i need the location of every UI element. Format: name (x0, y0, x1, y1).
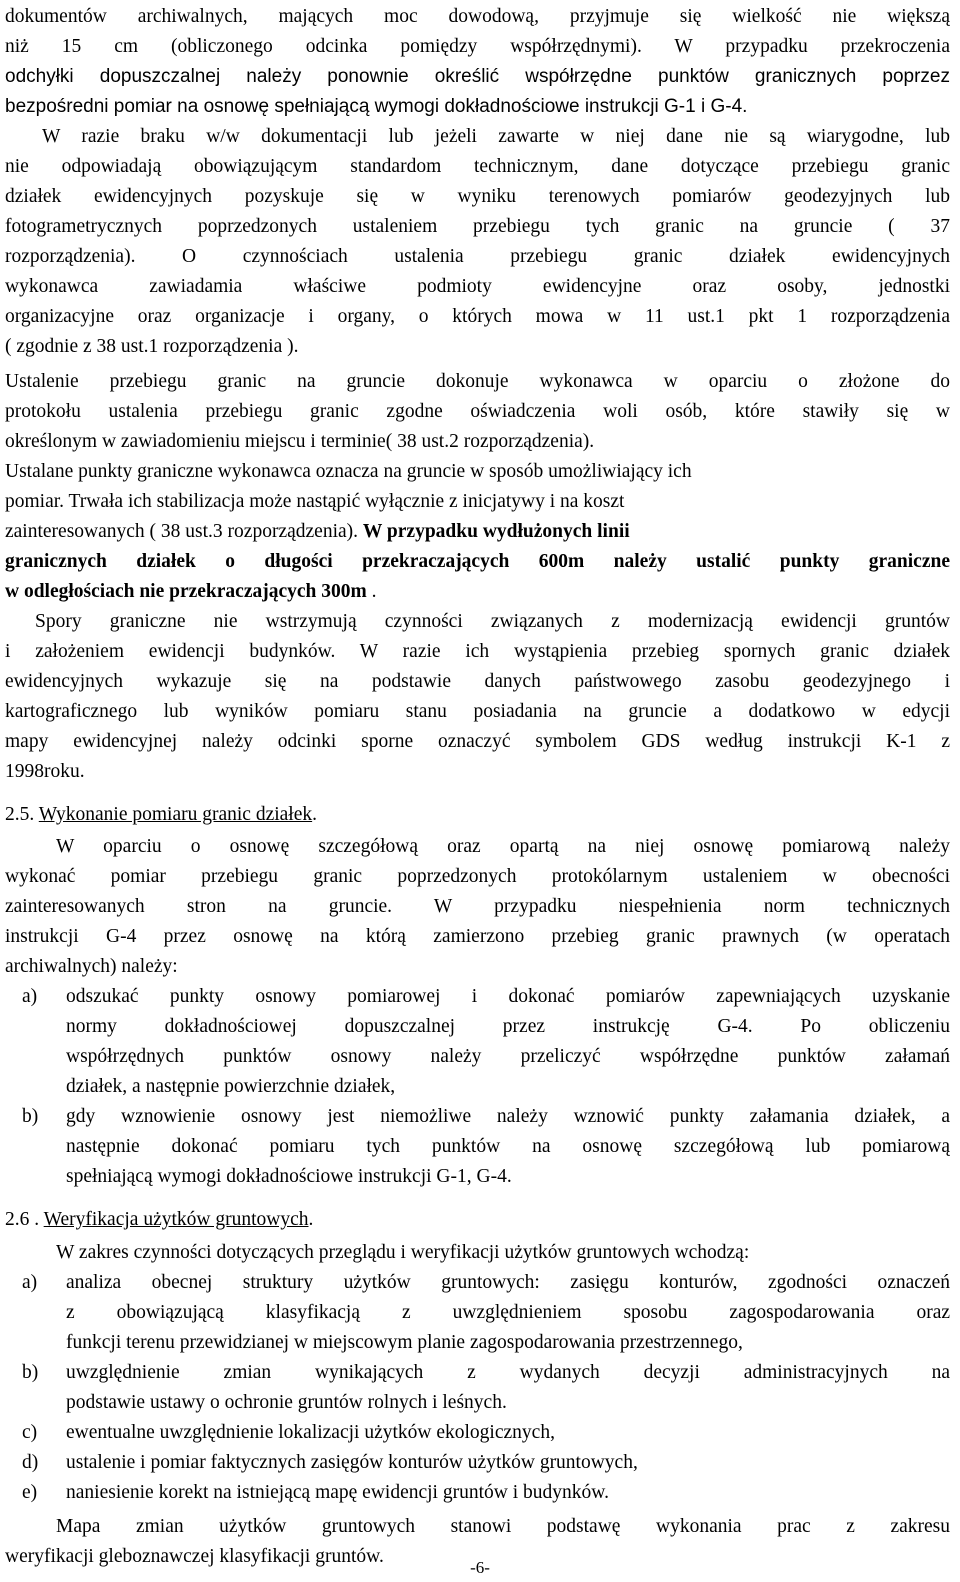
emphasis-span: w odległościach nie przekraczających 300m (5, 581, 367, 602)
text-line: kartograficznego lub wyników pomiaru stanu posiadania na gruncie a dodatkowo w edycji (5, 701, 950, 722)
text-line: instrukcji G-4 przez osnowę na którą zamierzono przebieg granic prawnych (w operatach (5, 926, 950, 947)
text-line: uwzględnienie zmian wynikających z wydanych decyzji administracyjnych na (66, 1362, 950, 1383)
list-marker: a) (22, 1272, 38, 1293)
text-line: Mapa zmian użytków gruntowych stanowi podstawę wykonania prac z zakresu (56, 1516, 950, 1537)
text-line (5, 577, 950, 607)
text-line: ewentualne uwzględnienie lokalizacji użytków ekologicznych, (66, 1422, 555, 1443)
list-marker: b) (22, 1362, 39, 1383)
text-line: wykonawca zawiadamia właściwe podmioty ewidencyjne oraz osoby, jednostki (5, 276, 950, 297)
text-line: następnie dokonać pomiaru tych punktów na osnowę szczegółową lub pomiarową (66, 1136, 950, 1157)
text-line: podstawie ustawy o ochronie gruntów rolnych i leśnych. (66, 1392, 507, 1413)
text-line: nie odpowiadają obowiązującym standardom technicznym, dane dotyczące przebiegu granic (5, 156, 950, 177)
text-span: . (308, 1209, 314, 1230)
list-marker: c) (22, 1422, 38, 1443)
emphasis-line: granicznych działek o długości przekraczających 600m należy ustalić punkty graniczne (5, 551, 950, 572)
text-line: zainteresowanych stron na gruncie. W przypadku niespełnienia norm technicznych (5, 896, 950, 917)
text-line (5, 517, 950, 547)
text-line: odchyłki dopuszczalnej należy ponownie określić współrzędne punktów granicznych poprzez (5, 66, 950, 87)
text-line: gdy wznowienie osnowy jest niemożliwe należy wznowić punkty załamania działek, a (66, 1106, 950, 1127)
section-title: Wykonanie pomiaru granic działek (38, 804, 313, 825)
text-line: wykonać pomiar przebiegu granic poprzedzonych protokólarnym ustaleniem w obecności (5, 866, 950, 887)
text-line: rozporządzenia). O czynnościach ustalenia przebiegu granic działek ewidencyjnych (5, 246, 950, 267)
text-line: protokołu ustalenia przebiegu granic zgodne oświadczenia woli osób, które stawiły się w (5, 401, 950, 422)
text-line: W zakres czynności dotyczących przeglądu i weryfikacji użytków gruntowych wchodzą: (56, 1242, 750, 1263)
text-span: . (312, 804, 317, 825)
text-line: pomiar. Trwała ich stabilizacja może nastąpić wyłącznie z inicjatywy i na koszt (5, 491, 625, 512)
text-line: mapy ewidencyjnej należy odcinki sporne oznaczyć symbolem GDS według instrukcji K-1 z (5, 731, 950, 752)
text-line: normy dokładnościowej dopuszczalnej przez instrukcję G-4. Po obliczeniu (66, 1016, 950, 1037)
text-line: organizacyjne oraz organizacje i organy, o których mowa w 11 ust.1 pkt 1 rozporządzenia (5, 306, 950, 327)
text-line: weryfikacji gleboznawczej klasyfikacji gruntów. (5, 1546, 384, 1567)
text-line: współrzędnych punktów osnowy należy przeliczyć współrzędne punktów załamań (66, 1046, 950, 1067)
text-line: niż 15 cm (obliczonego odcinka pomiędzy współrzędnymi). W przypadku przekroczenia (5, 36, 950, 57)
text-span: . (366, 581, 377, 602)
text-line: fotogrametrycznych poprzedzonych ustaleniem przebiegu tych granic na gruncie ( 37 (5, 216, 950, 237)
text-line: spełniającą wymogi dokładnościowe instrukcji G-1, G-4. (66, 1166, 512, 1187)
section-heading (5, 800, 950, 830)
text-line: 1998roku. (5, 761, 85, 782)
text-span: zainteresowanych ( 38 ust.3 rozporządzenia). (5, 521, 363, 542)
text-line: archiwalnych) należy: (5, 956, 178, 977)
text-line: analiza obecnej struktury użytków gruntowych: zasięgu konturów, zgodności oznaczeń (66, 1272, 950, 1293)
section-number: 2.5. (5, 804, 39, 825)
text-line: W razie braku w/w dokumentacji lub jeżeli zawarte w niej dane nie są wiarygodne, lub (42, 126, 950, 147)
text-line: Ustalane punkty graniczne wykonawca oznacza na gruncie w sposób umożliwiający ich (5, 461, 692, 482)
text-line: ustalenie i pomiar faktycznych zasięgów konturów użytków gruntowych, (66, 1452, 638, 1473)
text-line: działek, a następnie powierzchnie działek, (66, 1076, 396, 1097)
text-line: funkcji terenu przewidzianej w miejscowym planie zagospodarowania przestrzennego, (66, 1332, 743, 1353)
text-line: i założeniem ewidencji budynków. W razie ich wystąpienia przebieg spornych granic działek (5, 641, 950, 662)
text-line: z obowiązującą klasyfikacją z uwzględnieniem sposobu zagospodarowania oraz (66, 1302, 950, 1323)
text-line: odszukać punkty osnowy pomiarowej i dokonać pomiarów zapewniających uzyskanie (66, 986, 950, 1007)
emphasis-span: W przypadku wydłużonych linii (362, 521, 630, 542)
list-marker: a) (22, 986, 38, 1007)
text-line: W oparciu o osnowę szczegółową oraz opartą na niej osnowę pomiarową należy (56, 836, 950, 857)
text-line: ewidencyjnych wykazuje się na podstawie danych państwowego zasobu geodezyjnego i (5, 671, 950, 692)
text-line: określonym w zawiadomieniu miejscu i terminie( 38 ust.2 rozporządzenia). (5, 431, 595, 452)
text-line: ( zgodnie z 38 ust.1 rozporządzenia ). (5, 336, 299, 357)
section-heading (5, 1205, 950, 1235)
section-title: Weryfikacja użytków gruntowych (43, 1209, 309, 1230)
list-marker: d) (22, 1452, 39, 1473)
page-number: -6- (470, 1558, 490, 1577)
text-line: Spory graniczne nie wstrzymują czynności związanych z modernizacją ewidencji gruntów (35, 611, 950, 632)
text-line: naniesienie korekt na istniejącą mapę ewidencji gruntów i budynków. (66, 1482, 609, 1503)
list-marker: e) (22, 1482, 38, 1503)
text-line: działek ewidencyjnych pozyskuje się w wyniku terenowych pomiarów geodezyjnych lub (5, 186, 950, 207)
text-line: Ustalenie przebiegu granic na gruncie dokonuje wykonawca w oparciu o złożone do (5, 371, 950, 392)
text-line: dokumentów archiwalnych, mających moc dowodową, przyjmuje się wielkość nie większą (5, 6, 950, 27)
section-number: 2.6 . (5, 1209, 44, 1230)
list-marker: b) (22, 1106, 39, 1127)
text-line: bezpośredni pomiar na osnowę spełniającą wymogi dokładnościowe instrukcji G-1 i G-4. (5, 96, 748, 117)
